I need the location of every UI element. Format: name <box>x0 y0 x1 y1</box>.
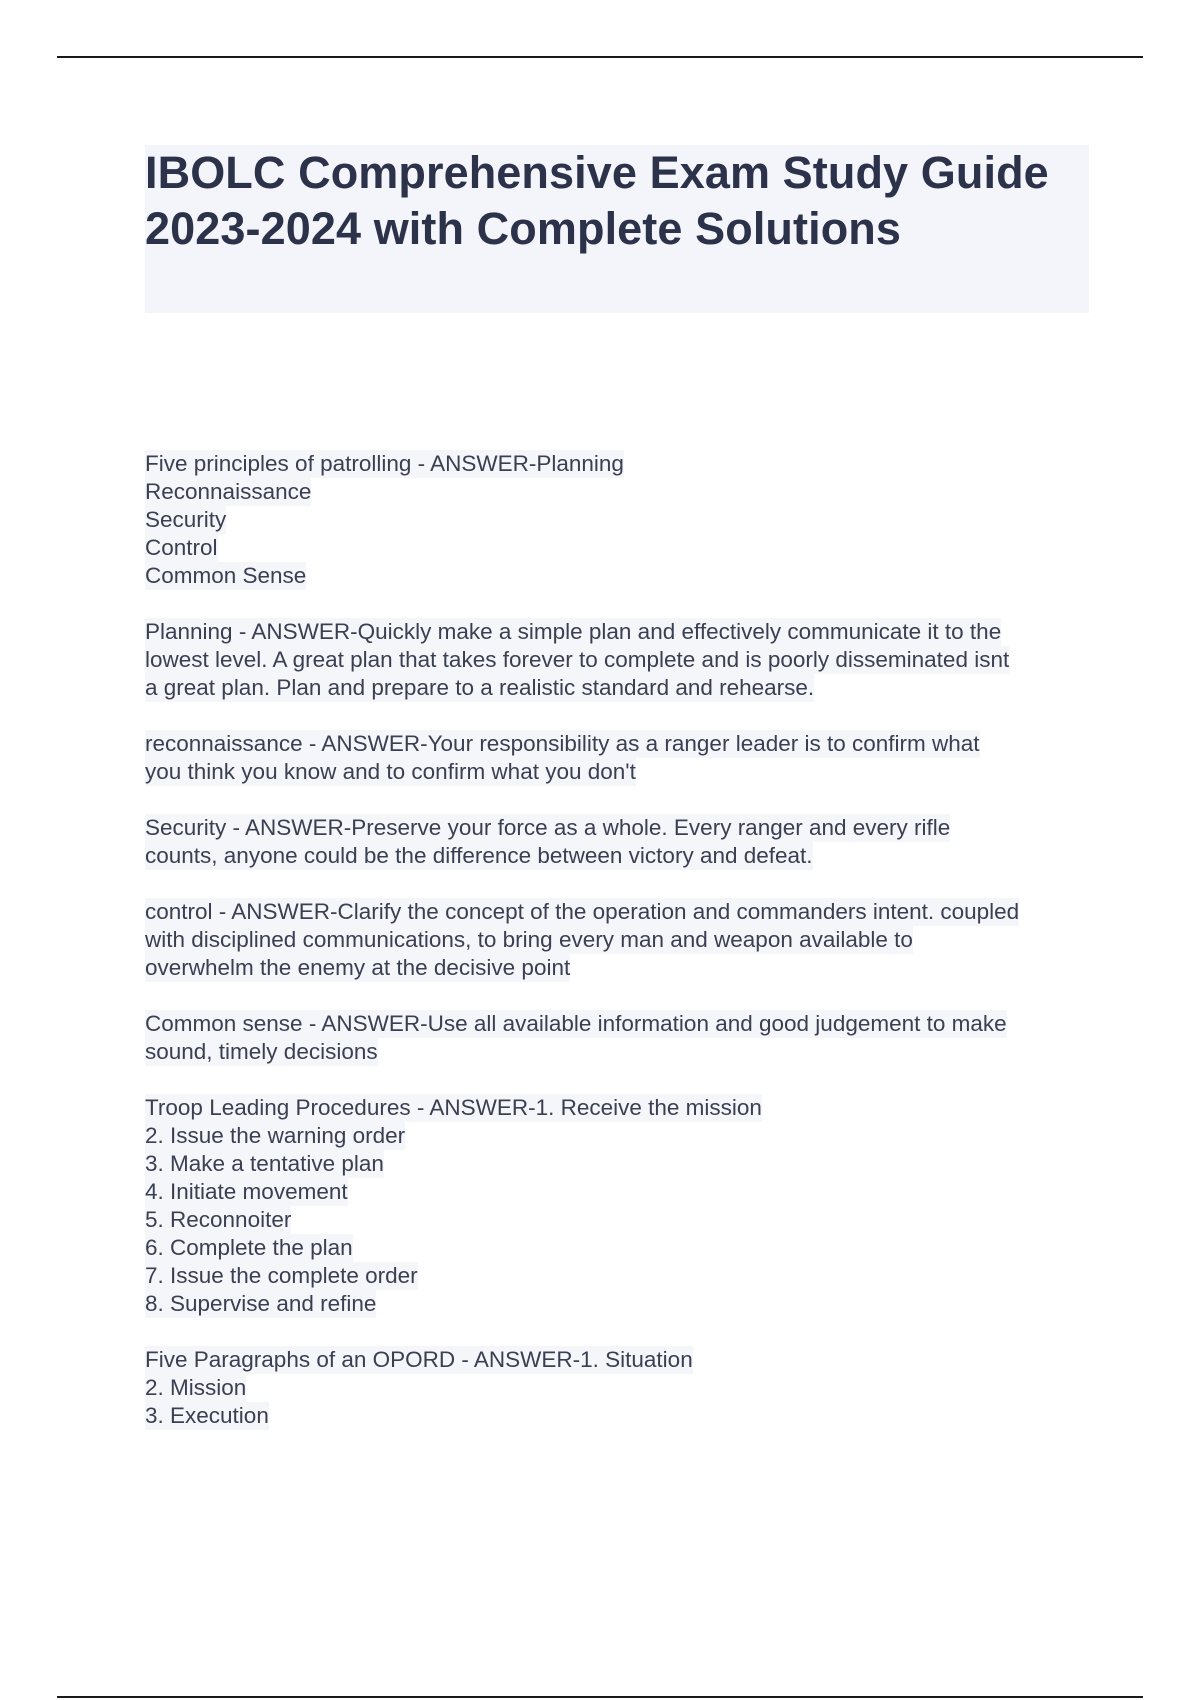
qa-line-text: Common Sense <box>145 563 307 588</box>
qa-answer-line <box>145 674 1105 702</box>
qa-answer-line <box>145 1234 1105 1262</box>
qa-answer-line <box>145 1122 1105 1150</box>
qa-answer-line <box>145 1206 1105 1234</box>
top-rule <box>57 56 1143 58</box>
qa-answer-line <box>145 534 1105 562</box>
qa-answer-line <box>145 1402 1105 1430</box>
qa-answer-line <box>145 926 1105 954</box>
qa-line-text: control - ANSWER-Clarify the concept of the operation and commanders intent. coupled <box>145 899 1020 924</box>
qa-entry <box>145 730 1105 786</box>
qa-entry <box>145 898 1105 982</box>
qa-line-text: Common sense - ANSWER-Use all available information and good judgement to make <box>145 1011 1007 1036</box>
qa-line-text: 4. Initiate movement <box>145 1179 348 1204</box>
qa-line-text: Five Paragraphs of an OPORD - ANSWER-1. Situation <box>145 1347 693 1372</box>
qa-line-text: a great plan. Plan and prepare to a realistic standard and rehearse. <box>145 675 815 700</box>
qa-entry <box>145 814 1105 870</box>
qa-entry <box>145 1094 1105 1318</box>
qa-question-line <box>145 1094 1105 1122</box>
qa-line-text: 7. Issue the complete order <box>145 1263 418 1288</box>
qa-answer-line <box>145 1374 1105 1402</box>
qa-entry <box>145 450 1105 590</box>
qa-line-text: overwhelm the enemy at the decisive point <box>145 955 571 980</box>
qa-line-text: you think you know and to confirm what you don't <box>145 759 636 784</box>
qa-answer-line <box>145 954 1105 982</box>
qa-line-text: Planning - ANSWER-Quickly make a simple plan and effectively communicate it to the <box>145 619 1002 644</box>
qa-line-text: 2. Mission <box>145 1375 247 1400</box>
qa-entry <box>145 1010 1105 1066</box>
qa-question-line <box>145 1010 1105 1038</box>
qa-line-text: 3. Make a tentative plan <box>145 1151 384 1176</box>
qa-question-line <box>145 1346 1105 1374</box>
qa-answer-line <box>145 1178 1105 1206</box>
qa-line-text: Reconnaissance <box>145 479 312 504</box>
bottom-rule <box>57 1696 1143 1698</box>
qa-line-text: Security - ANSWER-Preserve your force as a whole. Every ranger and every rifle <box>145 815 951 840</box>
qa-line-text: counts, anyone could be the difference between victory and defeat. <box>145 843 813 868</box>
qa-answer-line <box>145 1150 1105 1178</box>
qa-answer-line <box>145 646 1105 674</box>
document-title: IBOLC Comprehensive Exam Study Guide 2023-2024 with Complete Solutions <box>145 147 1049 254</box>
qa-entry <box>145 618 1105 702</box>
qa-line-text: with disciplined communications, to bring every man and weapon available to <box>145 927 913 952</box>
title-block <box>145 145 1089 313</box>
qa-line-text: Troop Leading Procedures - ANSWER-1. Receive the mission <box>145 1095 762 1120</box>
qa-answer-line <box>145 758 1105 786</box>
qa-list <box>145 450 1105 1458</box>
qa-line-text: 2. Issue the warning order <box>145 1123 406 1148</box>
qa-answer-line <box>145 1262 1105 1290</box>
qa-line-text: 3. Execution <box>145 1403 269 1428</box>
qa-question-line <box>145 730 1105 758</box>
qa-line-text: Security <box>145 507 227 532</box>
qa-question-line <box>145 618 1105 646</box>
qa-line-text: Control <box>145 535 218 560</box>
qa-line-text: Five principles of patrolling - ANSWER-Planning <box>145 451 624 476</box>
qa-line-text: sound, timely decisions <box>145 1039 378 1064</box>
qa-answer-line <box>145 562 1105 590</box>
qa-answer-line <box>145 1038 1105 1066</box>
qa-line-text: 5. Reconnoiter <box>145 1207 292 1232</box>
qa-line-text: lowest level. A great plan that takes forever to complete and is poorly disseminated isnt <box>145 647 1010 672</box>
qa-question-line <box>145 814 1105 842</box>
qa-answer-line <box>145 506 1105 534</box>
qa-answer-line <box>145 1290 1105 1318</box>
qa-line-text: reconnaissance - ANSWER-Your responsibility as a ranger leader is to confirm what <box>145 731 980 756</box>
qa-question-line <box>145 450 1105 478</box>
qa-entry <box>145 1346 1105 1430</box>
qa-question-line <box>145 898 1105 926</box>
qa-line-text: 6. Complete the plan <box>145 1235 353 1260</box>
qa-answer-line <box>145 842 1105 870</box>
qa-answer-line <box>145 478 1105 506</box>
qa-line-text: 8. Supervise and refine <box>145 1291 377 1316</box>
